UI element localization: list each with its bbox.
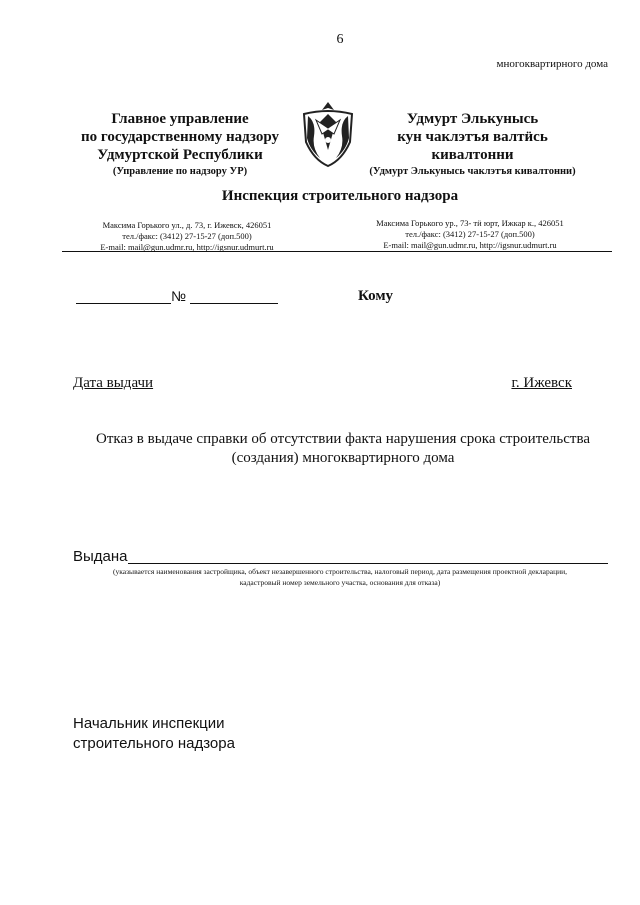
top-right-note: многоквартирного дома [496,58,608,70]
date-blank [76,289,171,304]
city-label: г. Ижевск [511,375,572,391]
issued-note [60,566,620,588]
to-label: Кому [358,288,394,304]
header-left-line3: Удмуртской Республики [97,147,263,163]
inspection-title: Инспекция строительного надзора [221,188,459,204]
issued-note-line2: кадастровый номер земельного участка, основания для отказа) [239,578,441,587]
header-left [60,110,300,180]
signer-line1: Начальник инспекции [73,715,225,732]
address-right-line3: E-mail: mail@gun.udmr.ru, http://igsnur.udmurt.ru [383,240,557,250]
header-right-line3: кивалтонни [431,147,514,163]
address-right-line1: Максима Горького ур., 73- тӥ юрт, Ижкар к., 426051 [376,218,564,228]
address-left-line2: тел./факс: (3412) 27-15-27 (доп.500) [122,231,252,241]
header-right-sub: (Удмурт Элькунысь чаклэтъя кивалтонни) [369,166,576,177]
header-left-sub: (Управление по надзору УР) [112,166,248,177]
address-right-line2: тел./факс: (3412) 27-15-27 (доп.500) [405,229,535,239]
header-left-line1: Главное управление [111,111,249,127]
document-title-line1: Отказ в выдаче справки об отсутствии факта нарушения срока строительства [96,431,590,447]
issued-label: Выдана [73,548,128,565]
issued-note-line1: (указывается наименования застройщика, объект незавершенного строительства, налоговый период, дата размещения проектной декларации, [112,567,567,576]
address-left-line1: Максима Горького ул., д. 73, г. Ижевск, 426051 [102,220,272,230]
number-symbol: № [171,288,187,304]
address-right [335,218,605,251]
number-blank [190,289,278,304]
document-title-line2: (создания) многоквартирного дома [231,450,455,466]
signer-line2: строительного надзора [73,735,235,752]
address-left [62,220,312,253]
header-right-line2: кун чаклэтъя валтӥсь [397,129,548,145]
address-left-line3: E-mail: mail@gun.udmr.ru, http://igsnur.udmurt.ru [100,242,274,252]
header-right [365,110,580,180]
udmurt-coat-of-arms-icon [298,100,358,168]
header-left-line2: по государственному надзору [80,129,280,145]
issued-fill-line [128,563,608,564]
document-title [70,430,616,468]
header-divider [62,251,612,252]
signer-title [73,714,235,754]
issue-date-label: Дата выдачи [73,375,154,391]
header-right-line1: Удмурт Элькунысь [406,111,539,127]
document-number-line [76,288,278,304]
page-number: 6 [336,32,344,47]
